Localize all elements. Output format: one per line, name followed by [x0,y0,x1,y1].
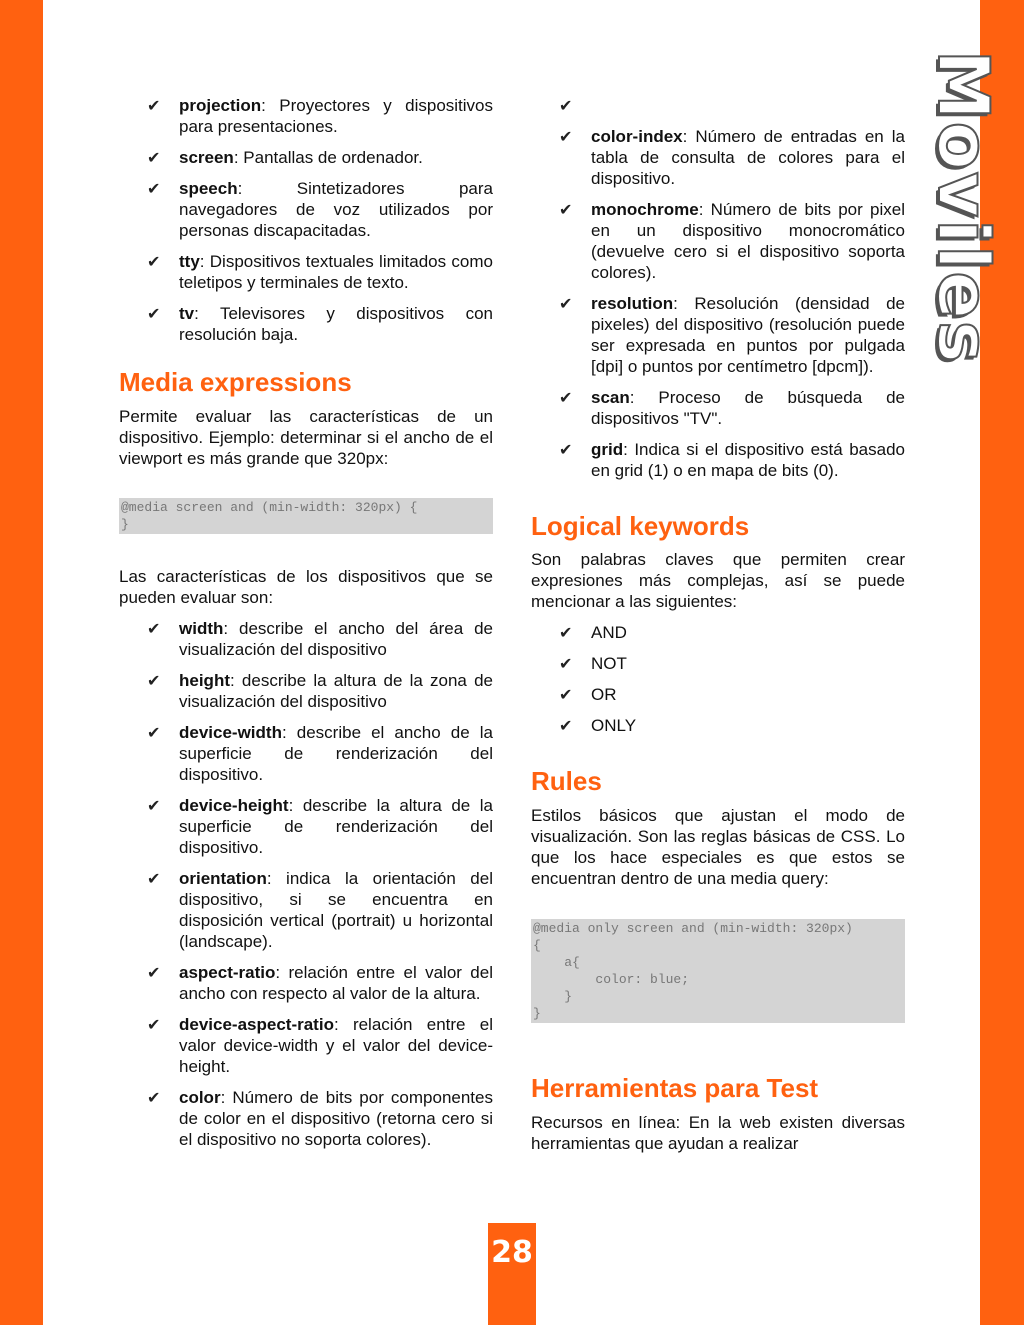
item-term: tty [179,252,200,271]
item-term: projection [179,96,262,115]
list-item [531,684,905,705]
check-icon: ✔ [147,306,161,323]
item-text: : Proceso de búsqueda de dispositivos "TV". [591,388,905,428]
keyword-text: NOT [591,654,627,673]
item-text: : relación entre el valor del ancho con respecto al valor de la altura. [179,963,493,1003]
heading-test-tools: Herramientas para Test [531,1073,819,1103]
list-item [119,962,493,1004]
check-icon: ✔ [147,871,161,888]
page-number: 28 [488,1223,536,1325]
item-text: : Televisores y dispositivos con resolución baja. [179,304,493,344]
list-item [119,722,493,785]
item-text: : Número de entradas en la tabla de consulta de colores para el dispositivo. [591,127,905,188]
item-text: : Pantallas de ordenador. [233,148,423,167]
list-item [531,199,905,283]
item-text: : Sintetizadores para navegadores de voz utilizados por personas discapacitadas. [179,179,493,240]
item-term: grid [591,440,624,459]
item-term: height [179,671,230,690]
check-icon: ✔ [147,621,161,638]
check-icon: ✔ [147,98,161,115]
paragraph-logical-keywords: Son palabras claves que permiten crear expresiones más complejas, así se puede mencionar a las siguientes: [531,550,905,611]
check-icon: ✔ [559,625,573,642]
list-item [119,303,493,345]
item-text: : Resolución (densidad de pixeles) del dispositivo (resolución puede ser expresada en puntos por pulgada [dpi] o puntos por centímetro [dpcm]). [591,294,905,376]
list-item [119,251,493,293]
check-icon: ✔ [559,202,573,219]
check-icon: ✔ [147,254,161,271]
code-block-rules: @media only screen and (min-width: 320px) { a{ color: blue; } } [531,919,905,1023]
more-features-list [531,95,905,481]
item-text: : Indica si el dispositivo está basado en grid (1) o en mapa de bits (0). [591,440,905,480]
section-side-title: Moviles [922,50,1004,365]
list-item [531,95,905,116]
item-term: orientation [179,869,267,888]
item-text: : Dispositivos textuales limitados como teletipos y terminales de texto. [179,252,493,292]
list-item [119,795,493,858]
item-text: : describe la altura de la zona de visualización del dispositivo [179,671,493,711]
item-term: monochrome [591,200,699,219]
item-text: : describe la altura de la superficie de renderización del dispositivo. [179,796,493,857]
item-term: color-index [591,127,683,146]
item-text: : describe el ancho de la superficie de renderización del dispositivo. [179,723,493,784]
list-item [531,653,905,674]
left-accent-bar [0,0,43,1325]
list-item [531,439,905,481]
item-term: device-width [179,723,282,742]
heading-rules: Rules [531,766,602,796]
list-item [531,622,905,643]
check-icon: ✔ [559,129,573,146]
list-item [531,715,905,736]
item-term: color [179,1088,221,1107]
code-block-media-screen: @media screen and (min-width: 320px) { } [119,498,493,534]
heading-logical-keywords: Logical keywords [531,511,750,541]
list-item [119,178,493,241]
check-icon: ✔ [147,965,161,982]
item-term: device-aspect-ratio [179,1015,334,1034]
check-icon: ✔ [559,687,573,704]
list-item [119,868,493,952]
check-icon: ✔ [147,798,161,815]
check-icon: ✔ [147,1090,161,1107]
check-icon: ✔ [147,673,161,690]
list-item [119,1087,493,1150]
keyword-text: OR [591,685,617,704]
right-column [531,95,905,1154]
keyword-text: ONLY [591,716,637,735]
item-text: : Número de bits por pixel en un dispositivo monocromático (devuelve cero si el dispositivo soporta colores). [591,200,905,282]
check-icon: ✔ [147,150,161,167]
check-icon: ✔ [147,1017,161,1034]
paragraph-media-expressions: Permite evaluar las características de un dispositivo. Ejemplo: determinar si el ancho de el viewport es más grande que 320px: [119,407,493,468]
item-term: speech [179,179,238,198]
list-item [119,95,493,137]
item-text: : Proyectores y dispositivos para presentaciones. [179,96,493,136]
item-term: width [179,619,224,638]
item-term: scan [591,388,630,407]
item-text: : describe el ancho del área de visualización del dispositivo [179,619,493,659]
list-item [119,1014,493,1077]
list-item [531,126,905,189]
item-term: screen [179,148,234,167]
device-features-list [119,618,493,1150]
keywords-list [531,622,905,736]
left-column [119,95,493,1160]
item-term: aspect-ratio [179,963,276,982]
check-icon: ✔ [559,296,573,313]
check-icon: ✔ [147,181,161,198]
item-term: tv [179,304,195,323]
media-types-list [119,95,493,345]
item-term: resolution [591,294,674,313]
paragraph-features-intro: Las características de los dispositivos que se pueden evaluar son: [119,567,493,607]
item-text: : Número de bits por componentes de color en el dispositivo (retorna cero si el dispositivo no soporta colores). [179,1088,493,1149]
check-icon: ✔ [559,390,573,407]
list-item [119,670,493,712]
item-text: : indica la orientación del dispositivo, si se encuentra en disposición vertical (portrait) u horizontal (landscape). [179,869,493,951]
paragraph-rules: Estilos básicos que ajustan el modo de visualización. Son las reglas básicas de CSS. Lo que los hace especiales es que estos se encuentran dentro de una media query: [531,806,905,888]
item-term: device-height [179,796,289,815]
keyword-text: AND [591,623,627,642]
list-item [531,293,905,377]
check-icon: ✔ [559,656,573,673]
check-icon: ✔ [559,98,573,115]
check-icon: ✔ [147,725,161,742]
check-icon: ✔ [559,718,573,735]
list-item [119,147,493,168]
list-item [119,618,493,660]
list-item [531,387,905,429]
item-text: : relación entre el valor device-width y el valor del device-height. [179,1015,493,1076]
paragraph-test-tools: Recursos en línea: En la web existen diversas herramientas que ayudan a realizar [531,1113,905,1153]
heading-media-expressions: Media expressions [119,367,352,397]
check-icon: ✔ [559,442,573,459]
